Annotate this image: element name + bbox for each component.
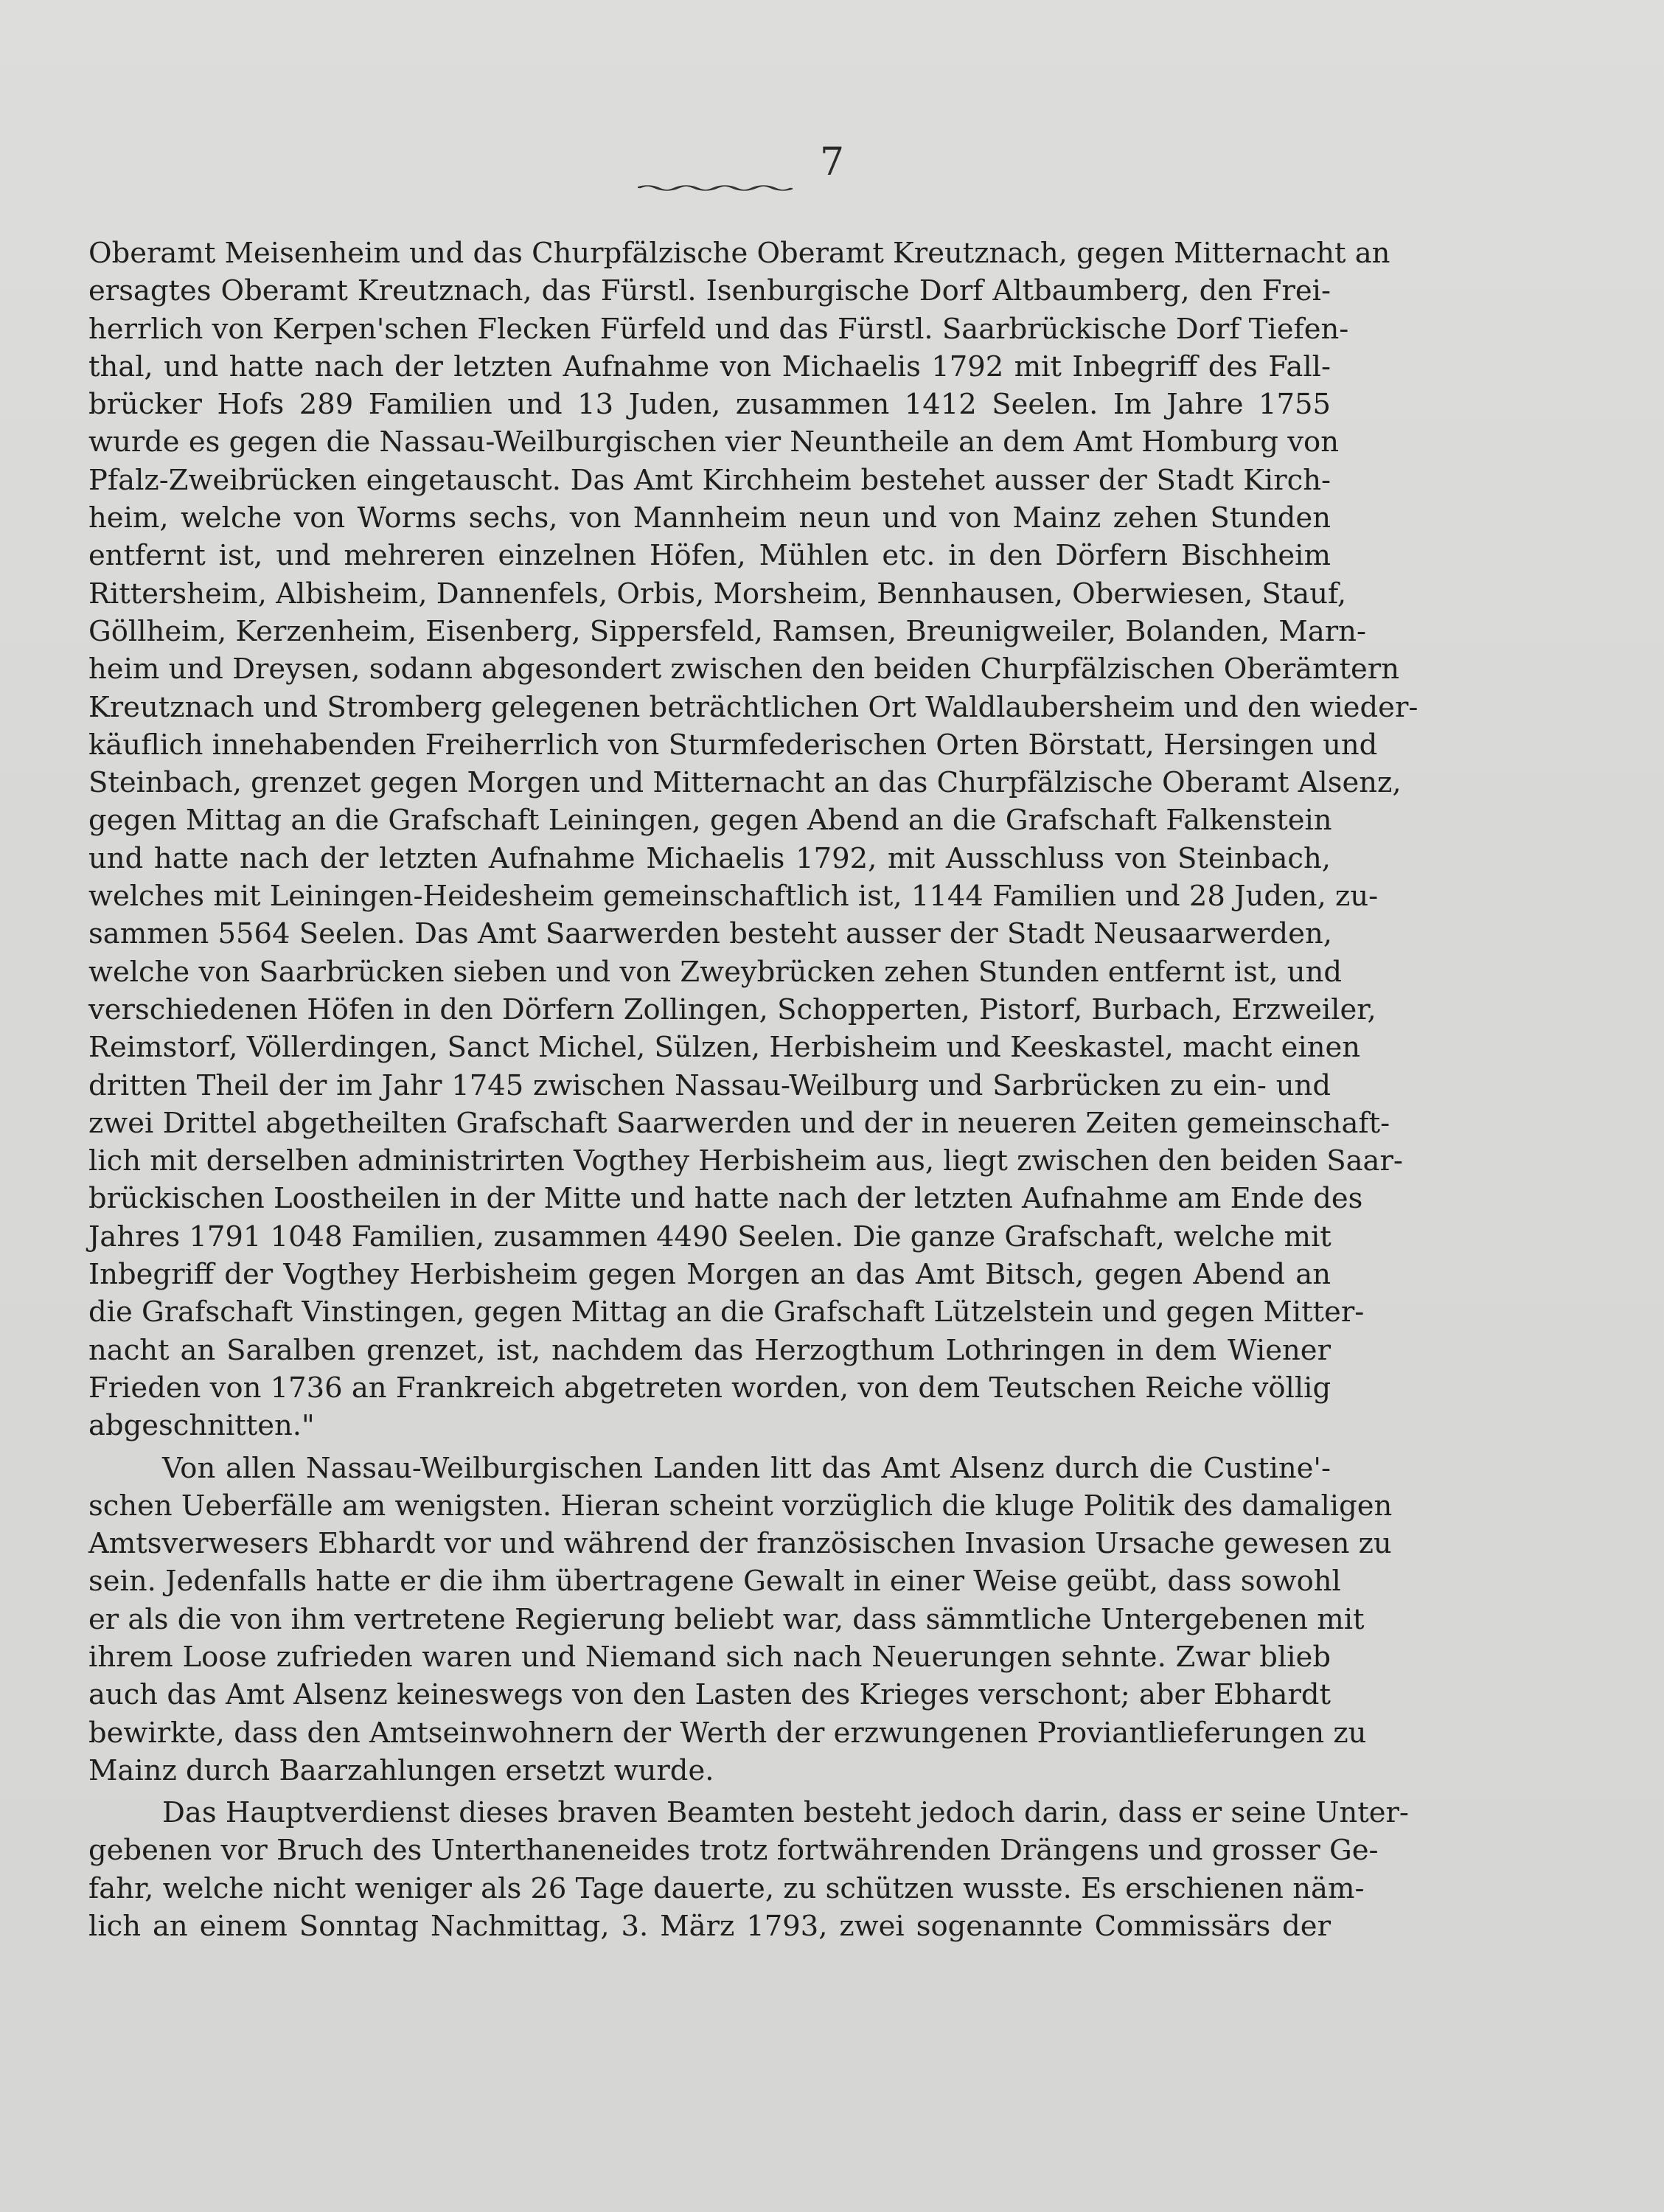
text-line: lich an einem Sonntag Nachmittag, 3. März 1793, zwei sogenannte Commissärs der (88, 1910, 1331, 1944)
text-line: entfernt ist, und mehreren einzelnen Höfen, Mühlen etc. in den Dörfern Bischheim (88, 539, 1331, 573)
text-line: ihrem Loose zufrieden waren und Niemand sich nach Neuerungen sehnte. Zwar blieb (88, 1640, 1331, 1674)
text-line: welche von Saarbrücken sieben und von Zweybrücken zehen Stunden entfernt ist, und (88, 955, 1343, 989)
text-body (88, 234, 1418, 1945)
text-line: brücker Hofs 289 Familien und 13 Juden, zusammen 1412 Seelen. Im Jahre 1755 (88, 388, 1331, 422)
text-line: ersagtes Oberamt Kreutznach, das Fürstl. Isenburgische Dorf Altbaumberg, den Frei- (88, 274, 1331, 308)
text-line: Reimstorf, Völlerdingen, Sanct Michel, Sülzen, Herbisheim und Keeskastel, macht einen (88, 1031, 1361, 1065)
text-line: Inbegriff der Vogthey Herbisheim gegen Morgen an das Amt Bitsch, gegen Abend an (88, 1258, 1331, 1292)
text-line: brückischen Loostheilen in der Mitte und hatte nach der letzten Aufnahme am Ende des (88, 1182, 1363, 1216)
text-line: zwei Drittel abgetheilten Grafschaft Saarwerden und der in neueren Zeiten gemeinschaft- (88, 1106, 1390, 1140)
text-line: die Grafschaft Vinstingen, gegen Mittag an die Grafschaft Lützelstein und gegen Mitter- (88, 1295, 1365, 1329)
text-line: gegen Mittag an die Grafschaft Leiningen, gegen Abend an die Grafschaft Falkenstein (88, 804, 1332, 838)
text-line: Von allen Nassau-Weilburgischen Landen litt das Amt Alsenz durch die Custine'- (162, 1451, 1331, 1485)
text-line: dritten Theil der im Jahr 1745 zwischen Nassau-Weilburg und Sarbrücken zu ein- und (88, 1068, 1331, 1102)
text-line: Frieden von 1736 an Frankreich abgetreten worden, von dem Teutschen Reiche völlig (88, 1371, 1331, 1405)
text-line: lich mit derselben administrirten Vogthey Herbisheim aus, liegt zwischen den beiden Saar- (88, 1144, 1403, 1178)
page-number: 7 (819, 140, 845, 184)
text-line: auch das Amt Alsenz keineswegs von den Lasten des Krieges verschont; aber Ebhardt (88, 1678, 1331, 1712)
text-line: er als die von ihm vertretene Regierung beliebt war, dass sämmtliche Untergebenen mit (88, 1602, 1365, 1636)
text-line: gebenen vor Bruch des Unterthaneneides trotz fortwährenden Drängens und grosser Ge- (88, 1834, 1379, 1868)
text-line: Steinbach, grenzet gegen Morgen und Mitternacht an das Churpfälzische Oberamt Alsenz, (88, 766, 1402, 800)
text-line: Das Hauptverdienst dieses braven Beamten besteht jedoch darin, dass er seine Unter- (162, 1796, 1409, 1830)
text-line: heim, welche von Worms sechs, von Mannheim neun und von Mainz zehen Stunden (88, 501, 1331, 535)
text-line: abgeschnitten." (88, 1409, 315, 1443)
paragraph-3 (88, 1794, 1409, 1945)
text-line: käuflich innehabenden Freiherrlich von Sturmfederischen Orten Börstatt, Hersingen und (88, 728, 1378, 762)
text-line: Pfalz-Zweibrücken eingetauscht. Das Amt Kirchheim bestehet ausser der Stadt Kirch- (88, 463, 1331, 497)
text-line: Jahres 1791 1048 Familien, zusammen 4490 Seelen. Die ganze Grafschaft, welche mit (88, 1220, 1331, 1253)
text-line: welches mit Leiningen-Heidesheim gemeinschaftlich ist, 1144 Familien und 28 Juden, zu- (88, 880, 1379, 914)
text-line: herrlich von Kerpen'schen Flecken Fürfeld und das Fürstl. Saarbrückische Dorf Tiefen- (88, 312, 1349, 346)
paragraph-2 (88, 1450, 1393, 1790)
text-line: heim und Dreysen, sodann abgesondert zwischen den beiden Churpfälzischen Oberämtern (88, 653, 1400, 686)
text-line: thal, und hatte nach der letzten Aufnahme von Michaelis 1792 mit Inbegriff des Fall- (88, 349, 1331, 383)
text-line: Mainz durch Baarzahlungen ersetzt wurde. (88, 1753, 714, 1787)
text-line: Amtsverwesers Ebhardt vor und während der französischen Invasion Ursache gewesen zu (88, 1527, 1392, 1561)
text-line: Oberamt Meisenheim und das Churpfälzische Oberamt Kreutznach, gegen Mitternacht an (88, 237, 1390, 270)
text-line: Rittersheim, Albisheim, Dannenfels, Orbis, Morsheim, Bennhausen, Oberwiesen, Stauf, (88, 577, 1347, 611)
text-line: sammen 5564 Seelen. Das Amt Saarwerden besteht ausser der Stadt Neusaarwerden, (88, 917, 1333, 951)
text-line: verschiedenen Höfen in den Dörfern Zollingen, Schopperten, Pistorf, Burbach, Erzweiler, (88, 992, 1376, 1026)
text-line: wurde es gegen die Nassau-Weilburgischen vier Neuntheile an dem Amt Homburg von (88, 425, 1340, 459)
text-line: fahr, welche nicht weniger als 26 Tage dauerte, zu schützen wusste. Es erschienen näm- (88, 1871, 1365, 1905)
text-line: sein. Jedenfalls hatte er die ihm übertragene Gewalt in einer Weise geübt, dass sowohl (88, 1565, 1341, 1599)
text-line: nacht an Saralben grenzet, ist, nachdem das Herzogthum Lothringen in dem Wiener (88, 1333, 1331, 1367)
text-line: bewirkte, dass den Amtseinwohnern der Werth der erzwungenen Proviantlieferungen zu (88, 1716, 1367, 1750)
paragraph-1 (88, 234, 1418, 1445)
wavy-rule-ornament (638, 184, 793, 192)
text-line: schen Ueberfälle am wenigsten. Hieran scheint vorzüglich die kluge Politik des damaligen (88, 1489, 1393, 1523)
text-line: und hatte nach der letzten Aufnahme Michaelis 1792, mit Ausschluss von Steinbach, (88, 841, 1331, 875)
text-line: Kreutznach und Stromberg gelegenen beträchtlichen Ort Waldlaubersheim und den wieder- (88, 690, 1418, 724)
text-line: Göllheim, Kerzenheim, Eisenberg, Sippersfeld, Ramsen, Breunigweiler, Bolanden, Marn- (88, 614, 1366, 648)
